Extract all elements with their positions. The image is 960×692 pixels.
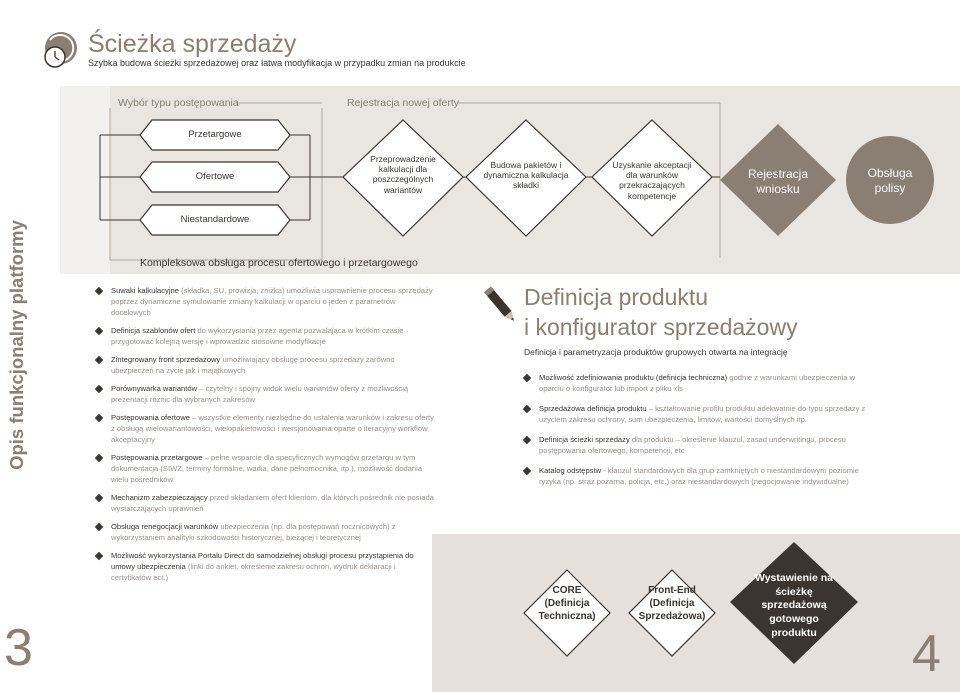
- feature-head: Postępowania przetargowe: [111, 453, 203, 462]
- feature-item: [96, 325, 436, 347]
- feature-text: – wszystkie elementy niezbędne do ustalenia warunków i zakresu oferty z obsługą wielowariantowości, wielopakietowości i wersjonowania oparte o iteracyjny workflow akceptacyjny: [111, 413, 434, 444]
- feature-item: [96, 383, 436, 405]
- clock-arrow-icon: [45, 32, 77, 67]
- feature-text: godnie z warunkami ubezpieczenia w oparciu o konfigurator lub import z pliku xls: [539, 373, 856, 393]
- process-caption: Kompleksowa obsługa procesu ofertowego i przetargowego: [140, 257, 418, 269]
- page-number-left: 3: [4, 619, 33, 677]
- feature-item: [96, 354, 436, 376]
- feature-text: (linki do ankiet, określenie zakresu ochron, wydruk deklaracji i certyfikatów ect.): [111, 562, 396, 582]
- definition-subtitle: Definicja i parametryzacja produktów grupowych otwarta na integrację: [524, 347, 788, 357]
- feature-head: Katalog odstępstw: [539, 466, 602, 475]
- feature-text: – czytelny i spójny widok wielu wariantów oferty z możliwością prezentacji różnic dla wybranych zakresów: [111, 384, 409, 404]
- feature-text: - klauzul standardowych dla grup zamkniętych o niestandardowym poziomie ryzyka (np. straż pożarna, policja, etc.) oraz niestandardowych (negocjowanie indywidualne): [539, 466, 859, 486]
- feature-head: Możliwość wykorzystania Portalu Direct do samodzielnej obsługi procesu przystąpienia do umowy ubezpieczenia: [111, 551, 414, 571]
- feature-head: Definicja szablonów ofert: [111, 326, 196, 335]
- layer-publish-label: Wystawienie na ścieżkę sprzedażową gotowego produktu: [754, 572, 833, 639]
- vertical-section-title: Opis funkcjonalny platformy: [6, 220, 27, 470]
- feature-item: [96, 452, 436, 485]
- step-label-2: Budowa pakietów i dynamiczna kalkulacja składki: [483, 160, 569, 191]
- page-number-right: 4: [912, 625, 941, 683]
- feature-head: Postępowania ofertowe: [111, 413, 190, 422]
- definition-title: Definicja produktu i konfigurator sprzedażowy: [524, 284, 798, 341]
- step-label-3: Uzyskanie akceptacji dla warunków przekraczających kompetencje: [612, 160, 692, 201]
- feature-item: [96, 492, 436, 514]
- stage-label-registration: Rejestracja nowej oferty: [347, 97, 460, 109]
- page-title: Ścieżka sprzedaży: [88, 30, 297, 58]
- feature-text: umożliwiający obsługę procesu sprzedaży zarówno ubezpieczeń na życie jak i majątkowych: [111, 355, 395, 375]
- feature-head: Sprzedażowa definicja produktu: [539, 404, 647, 413]
- feature-item: [96, 521, 436, 543]
- step-label-1: Przeprowadzenie kalkulacji dla poszczególnych wariantów: [370, 154, 436, 195]
- right-feature-list: [524, 372, 874, 496]
- feature-item: [96, 412, 436, 445]
- feature-text: dla produktu – określenie klauzul, zasad underwritingu, procesu postępowania ofertowego, kompetencji, etc: [539, 435, 846, 455]
- feature-item: [96, 550, 436, 583]
- feature-text: ubezpieczenia (np. dla postępowań rocznicowych) z wykorzystaniem analityki szkodowości historycznej, bieżącej i teoretycznej: [111, 522, 396, 542]
- feature-item: [524, 403, 874, 425]
- pencil-icon: [484, 286, 517, 323]
- feature-item: [524, 372, 874, 394]
- feature-head: Mechanizm zabezpieczający: [111, 493, 208, 502]
- type-label-ofertowe: Ofertowe: [195, 171, 235, 182]
- feature-text: przed składaniem ofert klientom, dla których pośrednik nie posiada wystarczających uprawnień: [111, 493, 434, 513]
- type-label-niestandardowe: Niestandardowe: [180, 214, 250, 225]
- feature-text: (składka, SU, prowizja, zniżka) umożliwia usprawnienie procesu sprzedaży poprzez dynamiczne symulowanie zmiany kalkulacji w oparciu o jeden z parametrów docelowych: [111, 286, 433, 317]
- feature-item: [524, 434, 874, 456]
- feature-item: [96, 285, 436, 318]
- layer-core-label: CORE (Definicja Techniczna): [538, 585, 596, 622]
- feature-head: Obsługa renegocjacji warunków: [111, 522, 219, 531]
- feature-text: – pełne wsparcie dla specyficznych wymogów przetargu w tym dokumentacja (SIWZ, terminy formalne, wadia, dane pełnomocnika, itp.), możliwość dodania wielu pośredników: [111, 453, 423, 484]
- step-label-4: Rejestracja wniosku: [747, 167, 809, 196]
- feature-head: Porównywarka wariantów: [111, 384, 198, 393]
- feature-head: Definicja ścieżki sprzedaży: [539, 435, 630, 444]
- layer-frontend-label: Front-End (Definicja Sprzedażowa): [638, 585, 706, 622]
- stage-label-selection: Wybór typu postępowania: [118, 97, 239, 109]
- page-subtitle: Szybka budowa ścieżki sprzedażowej oraz łatwa modyfikacja w przypadku zmian na produkcie: [88, 58, 466, 68]
- type-label-przetargowe: Przetargowe: [188, 129, 242, 140]
- feature-text: – kształtowanie profilu produktu adekwatnie do typu sprzedaży z użyciem zakresu ochrony, sum ubezpieczenia, limitów, wartości domyślnych itp.: [539, 404, 866, 424]
- feature-head: Możliwość zdefiniowania produktu (definicja techniczna): [539, 373, 728, 382]
- feature-item: [524, 465, 874, 487]
- step-label-5: Obsługa polisy: [867, 166, 913, 195]
- feature-head: Zintegrowany front sprzedażowy: [111, 355, 221, 364]
- feature-head: Suwaki kalkulacyjne: [111, 286, 179, 295]
- feature-text: do wykorzystania przez agenta pozwalająca w krótkim czasie przygotować kolejną wersję i wprowadzić stosowne modyfikacje: [111, 326, 404, 346]
- left-feature-list: [96, 285, 436, 590]
